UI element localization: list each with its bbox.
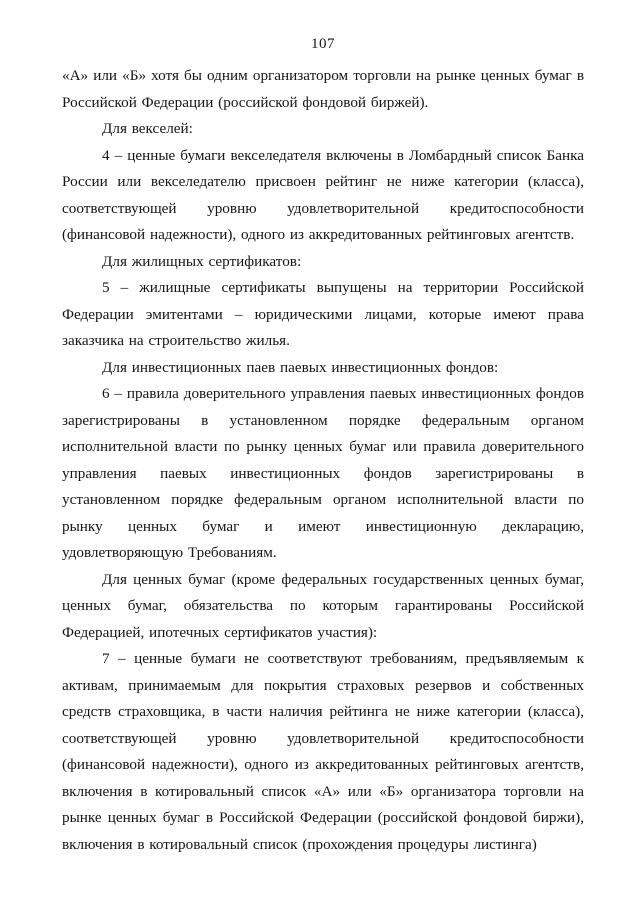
paragraph-heading-investment-units: Для инвестиционных паев паевых инвестиционных фондов: xyxy=(102,358,499,376)
paragraph-heading-housing-certificates: Для жилищных сертификатов: xyxy=(102,252,302,270)
document-body xyxy=(62,63,584,858)
paragraph-item-5: 5 – жилищные сертификаты выпущены на территории Российской Федерации эмитентами – юридическими лицами, которые имеют права заказчика на строительство жилья. xyxy=(62,279,584,349)
paragraph-item-4: 4 – ценные бумаги векселедателя включены в Ломбардный список Банка России или векселедателю присвоен рейтинг не ниже категории (класса), соответствующей уровню удовлетворительной кредитоспособности (финансовой надежности), одного из аккредитованных рейтинговых агентств. xyxy=(62,146,584,243)
paragraph-item-6: 6 – правила доверительного управления паевых инвестиционных фондов зарегистрированы в установленном порядке федеральным органом исполнительной власти по рынку ценных бумаг или правила доверительного управления паевых инвестиционных фондов зарегистрированы в установленном порядке федеральным органом исполнительной власти по рынку ценных бумаг и имеют инвестиционную декларацию, удовлетворяющую Требованиям. xyxy=(62,385,584,561)
page-number: 107 xyxy=(311,36,335,52)
paragraph-heading-securities: Для ценных бумаг (кроме федеральных государственных ценных бумаг, ценных бумаг, обязательства по которым гарантированы Российской Федерацией, ипотечных сертификатов участия): xyxy=(62,570,584,641)
paragraph-continuation: «А» или «Б» хотя бы одним организатором торговли на рынке ценных бумаг в Российской Федерации (российской фондовой биржей). xyxy=(62,67,584,111)
paragraph-item-7: 7 – ценные бумаги не соответствуют требованиям, предъявляемым к активам, принимаемым для покрытия страховых резервов и собственных средств страховщика, в части наличия рейтинга не ниже категории (класса), соответствующей уровню удовлетворительной кредитоспособности (финансовой надежности), одного из аккредитованных рейтинговых агентств, включения в котировальный список «А» или «Б» организатора торговли на рынке ценных бумаг в Российской Федерации (российской фондовой биржи), включения в котировальный список (прохождения процедуры листинга) xyxy=(62,650,584,853)
paragraph-heading-veksel: Для векселей: xyxy=(102,120,193,137)
